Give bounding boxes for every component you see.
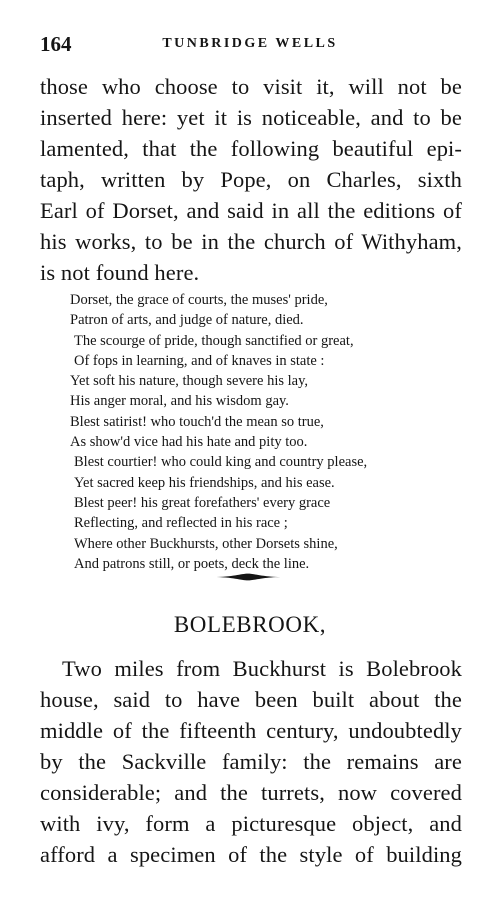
running-head: TUNBRIDGE WELLS <box>162 36 338 51</box>
intro-line: lamented, that the following beautiful epi- <box>40 136 462 161</box>
intro-line: those who choose to visit it, will not be <box>40 74 462 99</box>
body-line: middle of the fifteenth century, undoubtedly <box>40 718 462 743</box>
body-line: by the Sackville family: the remains are <box>40 749 462 774</box>
ornament-rule <box>213 572 283 582</box>
body-line: afford a specimen of the style of building <box>40 842 462 867</box>
page-number: 164 <box>40 32 72 56</box>
intro-line: his works, to be in the church of Withyham, <box>40 229 462 254</box>
epitaph-line: Blest courtier! who could king and country please, <box>74 454 368 471</box>
bolebrook-paragraph <box>40 653 462 870</box>
intro-line: taph, written by Pope, on Charles, sixth <box>40 167 462 192</box>
epitaph-line: Yet soft his nature, though severe his lay, <box>70 373 309 390</box>
epitaph-line: Reflecting, and reflected in his race ; <box>74 515 288 532</box>
body-line: considerable; and the turrets, now covered <box>40 780 462 805</box>
intro-line: Earl of Dorset, and said in all the editions of <box>40 198 462 223</box>
page-header <box>40 32 460 56</box>
epitaph-line: And patrons still, or poets, deck the line. <box>74 555 310 572</box>
epitaph-line: Dorset, the grace of courts, the muses' pride, <box>70 292 328 308</box>
epitaph-line: His anger moral, and his wisdom gay. <box>70 393 289 410</box>
body-line: with ivy, form a picturesque object, and <box>40 811 462 836</box>
epitaph-line: The scourge of pride, though sanctified or great, <box>74 332 354 349</box>
intro-line: is not found here. <box>40 260 200 285</box>
body-line: house, said to have been built about the <box>40 687 462 712</box>
body-line: Two miles from Buckhurst is Bolebrook <box>62 656 462 681</box>
epitaph-line: As show'd vice had his hate and pity too. <box>70 434 308 451</box>
epitaph-line: Of fops in learning, and of knaves in state : <box>74 352 325 369</box>
epitaph-poem <box>70 290 480 574</box>
epitaph-line: Blest peer! his great forefathers' every grace <box>74 494 331 511</box>
epitaph-line: Blest satirist! who touch'd the mean so true, <box>70 413 324 430</box>
epitaph-line: Yet sacred keep his friendships, and his ease. <box>74 474 335 491</box>
section-title: BOLEBROOK, <box>173 612 327 637</box>
epitaph-line: Patron of arts, and judge of nature, died. <box>70 312 304 329</box>
epitaph-line: Where other Buckhursts, other Dorsets shine, <box>74 535 338 552</box>
intro-line: inserted here: yet it is noticeable, and to be <box>40 105 462 130</box>
intro-paragraph <box>40 71 462 288</box>
